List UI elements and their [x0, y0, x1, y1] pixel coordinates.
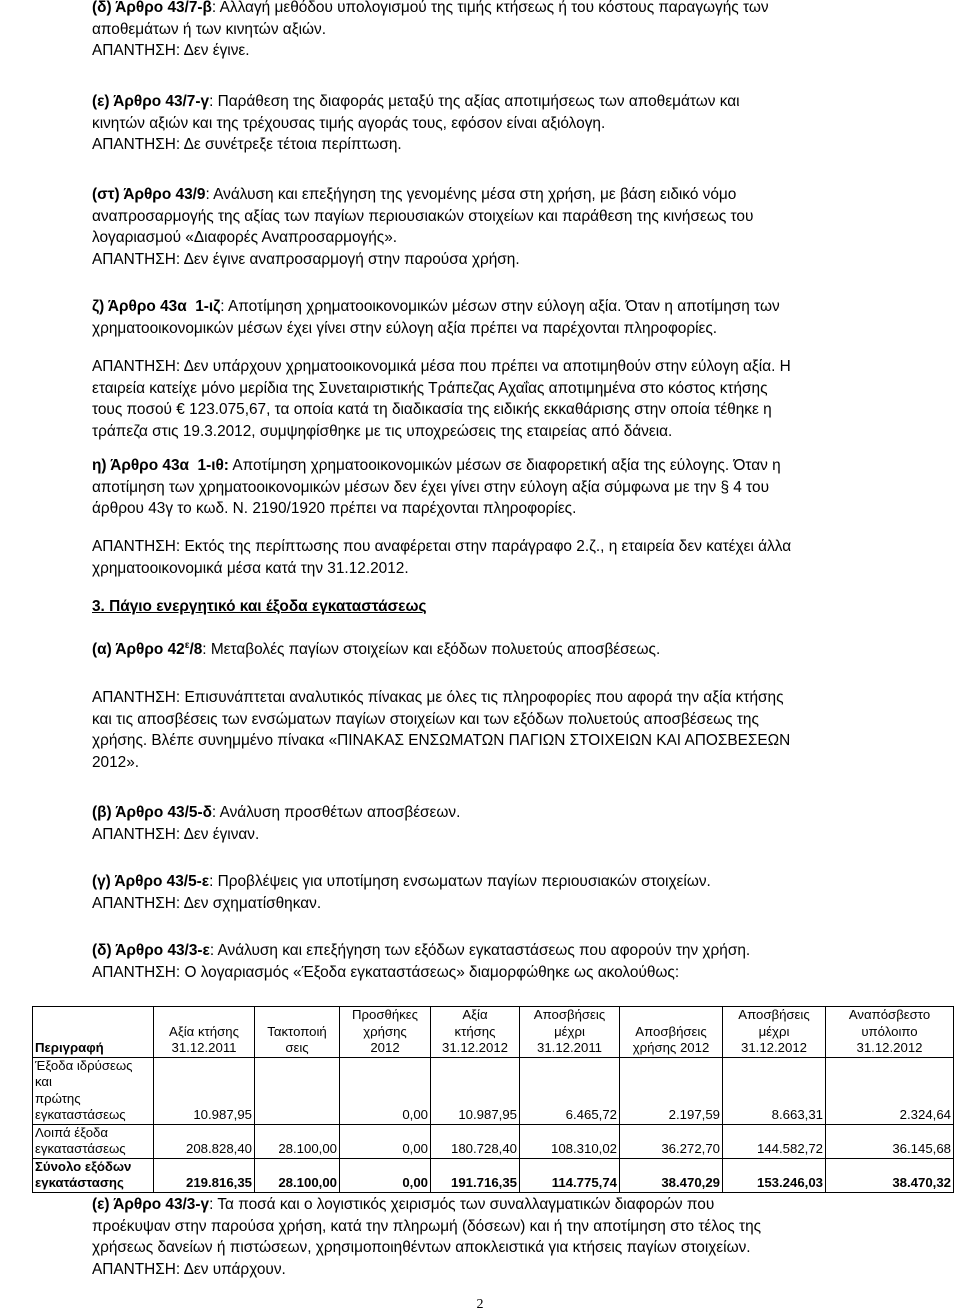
- section-text: : Μεταβολές παγίων στοιχείων και εξόδων πολυετούς αποσβέσεως.: [202, 641, 661, 658]
- section-text: προέκυψαν στην παρούσα χρήση, κατά την πληρωμή (δόσεων) και ή την αποτίμηση στο τέλος της: [92, 1217, 762, 1235]
- section-text: : Αποτίμηση χρηματοοικονομικών μέσων στην εύλογη αξία. Όταν η αποτίμηση των: [220, 298, 780, 315]
- answer-text: και τις αποσβέσεις των ενσώματων παγίων στοιχείων και των εξόδων πολυετούς αποσβέσεως της: [92, 710, 759, 728]
- col-header-depr-2012: Αποσβήσεις χρήσης 2012: [620, 1007, 723, 1058]
- section-text: : Παράθεση της διαφοράς μεταξύ της αξίας αποτιμήσεως των αποθεμάτων και: [209, 93, 740, 110]
- section-text: αποτίμηση των χρηματοοικονομικών μέσων δεν έχει γίνει στην εύλογη αξία σύμφωνα με την § 4 του: [92, 478, 769, 496]
- section-3e-43-3c: [92, 1194, 870, 1280]
- section-label-part: /8: [189, 641, 203, 658]
- answer-text: τράπεζα στις 19.3.2012, συμψηφίσθηκε με τις υποχρεώσεις της εταιρείας από δάνεια.: [92, 422, 673, 440]
- section-label: η) Άρθρο 43α: [92, 457, 189, 474]
- section-text: αποθεμάτων ή των κινητών αξιών.: [92, 20, 326, 38]
- col-header-additions-2012: Προσθήκες χρήσης 2012: [340, 1007, 431, 1058]
- section-3d-43-3e: [92, 940, 870, 983]
- answer-text: ΑΠΑΝΤΗΣΗ: Ο λογαριασμός «Έξοδα εγκαταστάσεως» διαμορφώθηκε ως ακολούθως:: [92, 963, 680, 981]
- section-e-43-7c: [92, 91, 870, 156]
- section-d-43-7b: [92, 0, 870, 62]
- cell-value: 144.582,72: [723, 1124, 826, 1158]
- section-text: άρθρου 43γ το κωδ. Ν. 2190/1920 πρέπει να παρέχονται πληροφορίες.: [92, 500, 577, 518]
- setup-expenses-table: [32, 1006, 954, 1193]
- cell-value: 180.728,40: [431, 1124, 520, 1158]
- cell-value: 28.100,00: [255, 1124, 340, 1158]
- section-text: : Τα ποσά και ο λογιστικός χειρισμός των συναλλαγματικών διαφορών που: [209, 1196, 715, 1213]
- answer-text: ΑΠΑΝΤΗΣΗ: Επισυνάπτεται αναλυτικός πίνακας με όλες τις πληροφορίες που αφορά την αξία κτήσης: [92, 689, 784, 706]
- cell-value: 38.470,32: [826, 1158, 954, 1192]
- answer-text: 2012».: [92, 753, 140, 771]
- cell-value: 6.465,72: [520, 1057, 620, 1124]
- section-label: (ε) Άρθρο 43/3-γ: [92, 1196, 210, 1213]
- cell-value: 0,00: [340, 1057, 431, 1124]
- section-text: αναπροσαρμογής της αξίας των παγίων περιουσιακών στοιχείων και παράθεση της κινήσεως του: [92, 207, 754, 225]
- section-z-43a-1iz: [92, 296, 870, 339]
- answer-text: τους ποσού € 123.075,67, τα οποία κατά τη διαδικασία της ειδικής εκκαθάρισης στην οποία τέθηκε η: [92, 401, 772, 419]
- answer-text: ΑΠΑΝΤΗΣΗ: Δεν υπάρχουν.: [92, 1260, 286, 1278]
- section-i-43a-1ith: [92, 455, 870, 520]
- section-text: : Προβλέψεις για υποτίμηση ενσωματων παγίων περιουσιακών στοιχείων.: [209, 873, 711, 890]
- cell-value: 36.145,68: [826, 1124, 954, 1158]
- answer-text: χρηματοοικονομικά μέσα κατά την 31.12.2012.: [92, 559, 409, 577]
- section-label: (δ) Άρθρο 43/7-β: [92, 0, 212, 16]
- answer-text: ΑΠΑΝΤΗΣΗ: Εκτός της περίπτωσης που αναφέρεται στην παράγραφο 2.ζ., η εταιρεία δεν κατέχει άλλα: [92, 538, 792, 555]
- page-number: 2: [476, 1297, 484, 1312]
- section-3c-43-5e: [92, 871, 870, 914]
- col-header-cost-2012: Αξία κτήσης 31.12.2012: [431, 1007, 520, 1058]
- section-text: : Ανάλυση προσθέτων αποσβέσεων.: [211, 804, 461, 821]
- cell-value: 191.716,35: [431, 1158, 520, 1192]
- table-row: [33, 1057, 954, 1124]
- answer-text: ΑΠΑΝΤΗΣΗ: Δε συνέτρεξε τέτοια περίπτωση.: [92, 136, 402, 154]
- section-text: : Ανάλυση και επεξήγηση της γενομένης μέσα στη χρήση, με βάση ειδικό νόμο: [205, 186, 737, 203]
- row-label: Λοιπά έξοδα εγκαταστάσεως: [33, 1124, 154, 1158]
- answer-text: ΑΠΑΝΤΗΣΗ: Δεν έγιναν.: [92, 825, 260, 843]
- section-3b-43-5d: [92, 802, 870, 845]
- answer-text: χρήσης. Βλέπε συνημμένο πίνακα «ΠΙΝΑΚΑΣ ΕΝΣΩΜΑΤΩΝ ΠΑΓΙΩΝ ΣΤΟΙΧΕΙΩΝ ΚΑΙ ΑΠΟΣΒΕΣΕΩΝ: [92, 732, 791, 750]
- table-row: [33, 1124, 954, 1158]
- table-header-row: [33, 1007, 954, 1058]
- section-text: χρήσεως δανείων ή πιστώσεων, χρησιμοποιηθέντων αποκλειστικά για κτήσεις παγίων στοιχείων.: [92, 1239, 751, 1257]
- col-header-net-book-value: Αναπόσβεστο υπόλοιπο 31.12.2012: [826, 1007, 954, 1058]
- section-text: Αποτίμηση χρηματοοικονομικών μέσων σε διαφορετική αξία της εύλογης. Όταν η: [228, 457, 781, 474]
- cell-value: 36.272,70: [620, 1124, 723, 1158]
- col-header-cost-2011: Αξία κτήσης 31.12.2011: [154, 1007, 255, 1058]
- row-label: Έξοδα ιδρύσεως και πρώτης εγκαταστάσεως: [33, 1057, 154, 1124]
- section-label: (στ) Άρθρο 43/9: [92, 186, 206, 203]
- col-header-depr-to-2011: Αποσβήσεις μέχρι 31.12.2011: [520, 1007, 620, 1058]
- answer-text: ΑΠΑΝΤΗΣΗ: Δεν έγινε αναπροσαρμογή στην παρούσα χρήση.: [92, 250, 520, 268]
- table-total-row: [33, 1158, 954, 1192]
- section-i-answer: [92, 536, 870, 579]
- section-z-answer: [92, 356, 870, 442]
- section-heading-fixed-assets: 3. Πάγιο ενεργητικό και έξοδα εγκαταστάσεως: [92, 598, 427, 615]
- col-header-adjustments: Τακτοποιή σεις: [255, 1007, 340, 1058]
- cell-value: 0,00: [340, 1124, 431, 1158]
- cell-value: 2.324,64: [826, 1057, 954, 1124]
- section-st-43-9: [92, 184, 870, 270]
- section-3a-answer: [92, 687, 870, 773]
- section-text: λογαριασμού «Διαφορές Αναπροσαρμογής».: [92, 229, 398, 247]
- section-label: (α) Άρθρο 42: [92, 641, 185, 658]
- section-label: (β) Άρθρο 43/5-δ: [92, 804, 212, 821]
- section-label-part: 1-ιθ:: [197, 457, 229, 474]
- answer-text: εταιρεία κατείχε μόνο μερίδια της Συνεταιριστικής Τράπεζας Αχαΐας αποτιμημένα στο κόστος κτήσης: [92, 379, 768, 397]
- col-header-depr-to-2012: Αποσβήσεις μέχρι 31.12.2012: [723, 1007, 826, 1058]
- section-label-part: 1-ιζ: [195, 298, 221, 315]
- section-3a-42e-8: [92, 639, 870, 661]
- cell-value: 108.310,02: [520, 1124, 620, 1158]
- section-label: (δ) Άρθρο 43/3-ε: [92, 942, 210, 959]
- row-label: Σύνολο εξόδων εγκατάστασης: [33, 1158, 154, 1192]
- cell-value: 219.816,35: [154, 1158, 255, 1192]
- cell-value: 38.470,29: [620, 1158, 723, 1192]
- col-header-description: Περιγραφή: [33, 1007, 154, 1058]
- cell-value: 2.197,59: [620, 1057, 723, 1124]
- section-label-sup: ε: [184, 639, 190, 651]
- answer-text: ΑΠΑΝΤΗΣΗ: Δεν σχηματίσθηκαν.: [92, 894, 322, 912]
- section-text: : Ανάλυση και επεξήγηση των εξόδων εγκαταστάσεως που αφορούν την χρήση.: [209, 942, 751, 959]
- section-text: κινητών αξιών και της τρέχουσας τιμής αγοράς τους, εφόσον είναι αξιόλογη.: [92, 114, 606, 132]
- answer-text: ΑΠΑΝΤΗΣΗ: Δεν έγινε.: [92, 42, 250, 60]
- section-label: (ε) Άρθρο 43/7-γ: [92, 93, 210, 110]
- cell-value: [255, 1057, 340, 1124]
- cell-value: 114.775,74: [520, 1158, 620, 1192]
- cell-value: 8.663,31: [723, 1057, 826, 1124]
- section-text: χρηματοοικονομικών μέσων έχει γίνει στην εύλογη αξία πρέπει να παρέχονται πληροφορίες.: [92, 319, 718, 337]
- section-text: : Αλλαγή μεθόδου υπολογισμού της τιμής κτήσεως ή του κόστους παραγωγής των: [211, 0, 769, 16]
- cell-value: 10.987,95: [431, 1057, 520, 1124]
- cell-value: 28.100,00: [255, 1158, 340, 1192]
- section-label: ζ) Άρθρο 43α: [92, 298, 187, 315]
- cell-value: 153.246,03: [723, 1158, 826, 1192]
- cell-value: 208.828,40: [154, 1124, 255, 1158]
- cell-value: 0,00: [340, 1158, 431, 1192]
- cell-value: 10.987,95: [154, 1057, 255, 1124]
- section-label: (γ) Άρθρο 43/5-ε: [92, 873, 210, 890]
- answer-text: ΑΠΑΝΤΗΣΗ: Δεν υπάρχουν χρηματοοικονομικά μέσα που πρέπει να αποτιμηθούν στην εύλογη αξία. Η: [92, 358, 791, 375]
